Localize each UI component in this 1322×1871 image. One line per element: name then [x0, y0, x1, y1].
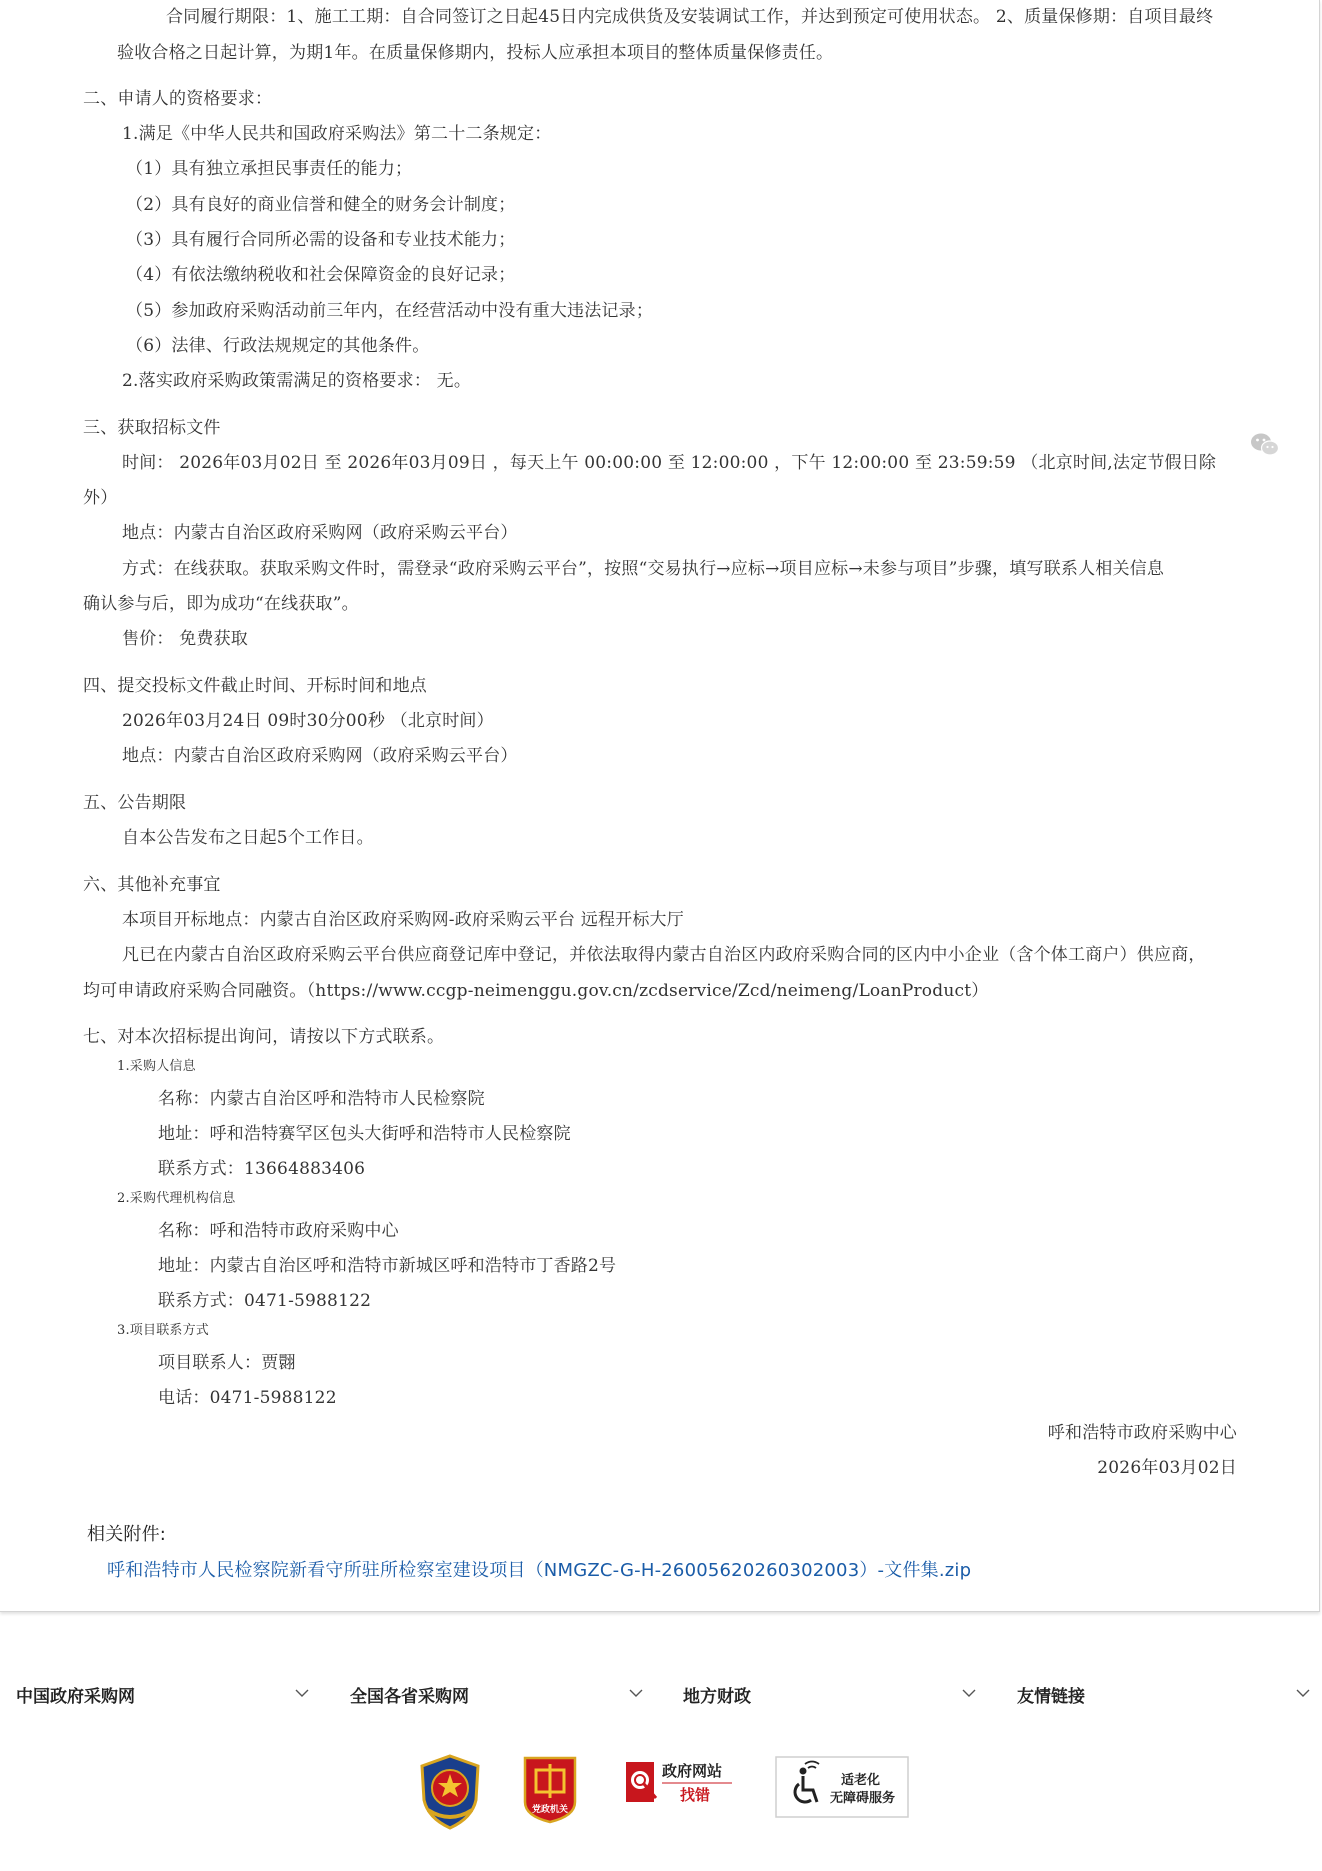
section-heading-other-matters: 六、其他补充事宜: [83, 875, 221, 895]
obtain-time-line-2: 外）: [83, 488, 118, 508]
section-heading-contact: 七、对本次招标提出询问，请按以下方式联系。: [83, 1027, 445, 1047]
error-badge-label-2: 找错: [680, 1786, 711, 1804]
footer-nav-label: 地方财政: [683, 1687, 751, 1707]
obtain-price: 售价： 免费获取: [122, 629, 249, 649]
chevron-down-icon: [628, 1688, 644, 1698]
chevron-down-icon: [1295, 1688, 1311, 1698]
wechat-icon[interactable]: [1250, 432, 1280, 458]
party-emblem-icon[interactable]: [519, 1752, 581, 1824]
qualification-item: （3）具有履行合同所必需的设备和专业技术能力；: [126, 230, 516, 250]
accessibility-badge-label: 适老化: [841, 1773, 881, 1788]
chevron-down-icon: [961, 1688, 977, 1698]
police-emblem-icon[interactable]: [412, 1752, 488, 1832]
accessibility-icon[interactable]: [775, 1756, 909, 1818]
purchaser-name: 名称：内蒙古自治区呼和浩特市人民检察院: [158, 1089, 485, 1109]
signature-org: 呼和浩特市政府采购中心: [1047, 1423, 1237, 1443]
contract-period-line-1: 合同履行期限：1、施工工期：自合同签订之日起45日内完成供货及安装调试工作，并达到预定可使用状态。 2、质量保修期：自项目最终: [166, 7, 1214, 27]
deadline-time: 2026年03月24日 09时30分00秒 （北京时间）: [122, 711, 494, 731]
accessibility-badge-label-2: 无障碍服务: [830, 1791, 896, 1806]
chevron-down-icon: [294, 1688, 310, 1698]
contract-period-line-2: 验收合格之日起计算，为期1年。在质量保修期内，投标人应承担本项目的整体质量保修责任。: [117, 43, 834, 63]
announcement-period: 自本公告发布之日起5个工作日。: [122, 828, 374, 848]
attachments-title: 相关附件:: [87, 1524, 167, 1545]
qualification-item: （4）有依法缴纳税收和社会保障资金的良好记录；: [126, 265, 516, 285]
qualification-item: （5）参加政府采购活动前三年内，在经营活动中没有重大违法记录；: [126, 301, 654, 321]
financing-line-1: 凡已在内蒙古自治区政府采购云平台供应商登记库中登记，并依法取得内蒙古自治区内政府采购合同的区内中小企业（含个体工商户）供应商，: [122, 945, 1206, 965]
bid-opening-location: 本项目开标地点：内蒙古自治区政府采购网-政府采购云平台 远程开标大厅: [122, 910, 684, 930]
agency-address: 地址：内蒙古自治区呼和浩特市新城区呼和浩特市丁香路2号: [158, 1256, 617, 1276]
footer-nav-label: 中国政府采购网: [16, 1687, 135, 1707]
attachment-link[interactable]: 呼和浩特市人民检察院新看守所驻所检察室建设项目（NMGZC-G-H-26005620260302003）-文件集.zip: [107, 1560, 972, 1581]
qualification-item: 2.落实政府采购政策需满足的资格要求： 无。: [122, 371, 472, 391]
purchaser-info-heading: 1.采购人信息: [117, 1059, 196, 1074]
agency-name: 名称：呼和浩特市政府采购中心: [158, 1221, 399, 1241]
footer-nav-label: 友情链接: [1017, 1687, 1085, 1707]
qualification-item: （1）具有独立承担民事责任的能力；: [126, 159, 413, 179]
obtain-location: 地点：内蒙古自治区政府采购网（政府采购云平台）: [122, 523, 518, 543]
project-contact-person: 项目联系人：贾翾: [158, 1353, 296, 1373]
website-error-report-icon[interactable]: [622, 1756, 738, 1810]
qualification-item: （2）具有良好的商业信誉和健全的财务会计制度；: [126, 195, 516, 215]
purchaser-address: 地址：呼和浩特赛罕区包头大街呼和浩特市人民检察院: [158, 1124, 571, 1144]
deadline-location: 地点：内蒙古自治区政府采购网（政府采购云平台）: [122, 746, 518, 766]
footer-nav-provinces[interactable]: [334, 1676, 664, 1712]
footer-nav-friendly-links[interactable]: [1001, 1676, 1322, 1712]
obtain-time-line-1: 时间： 2026年03月02日 至 2026年03月09日 ，每天上午 00:00:00 至 12:00:00 ，下午 12:00:00 至 23:59:59 （北京时间,法定节假日除: [122, 453, 1217, 473]
purchaser-phone: 联系方式：13664883406: [158, 1159, 366, 1179]
footer-nav-label: 全国各省采购网: [350, 1687, 469, 1707]
qualification-item: 1.满足《中华人民共和国政府采购法》第二十二条规定：: [122, 124, 552, 144]
section-heading-obtain-documents: 三、获取招标文件: [83, 418, 221, 438]
section-heading-deadline: 四、提交投标文件截止时间、开标时间和地点: [83, 676, 427, 696]
footer-nav-ccgp[interactable]: [0, 1676, 330, 1712]
party-badge-label: 党政机关: [531, 1805, 569, 1815]
error-badge-label: 政府网站: [662, 1762, 723, 1780]
financing-line-2: 均可申请政府采购合同融资。（https://www.ccgp-neimenggu.gov.cn/zcdservice/Zcd/neimeng/LoanProduct）: [83, 981, 989, 1001]
section-heading-announcement-period: 五、公告期限: [83, 793, 187, 813]
project-contact-heading: 3.项目联系方式: [117, 1323, 210, 1338]
agency-phone: 联系方式：0471-5988122: [158, 1291, 372, 1311]
project-contact-phone: 电话：0471-5988122: [158, 1388, 337, 1408]
qualification-item: （6）法律、行政法规规定的其他条件。: [126, 336, 430, 356]
footer-nav: [0, 1676, 1322, 1712]
agency-info-heading: 2.采购代理机构信息: [117, 1191, 236, 1206]
section-heading-qualifications: 二、申请人的资格要求：: [83, 89, 273, 109]
signature-date: 2026年03月02日: [1097, 1458, 1237, 1478]
obtain-method-line-2: 确认参与后，即为成功“在线获取”。: [83, 594, 359, 614]
obtain-method-line-1: 方式：在线获取。获取采购文件时，需登录“政府采购云平台”，按照“交易执行→应标→项目应标→未参与项目”步骤，填写联系人相关信息: [122, 559, 1165, 579]
footer-nav-local-finance[interactable]: [667, 1676, 997, 1712]
